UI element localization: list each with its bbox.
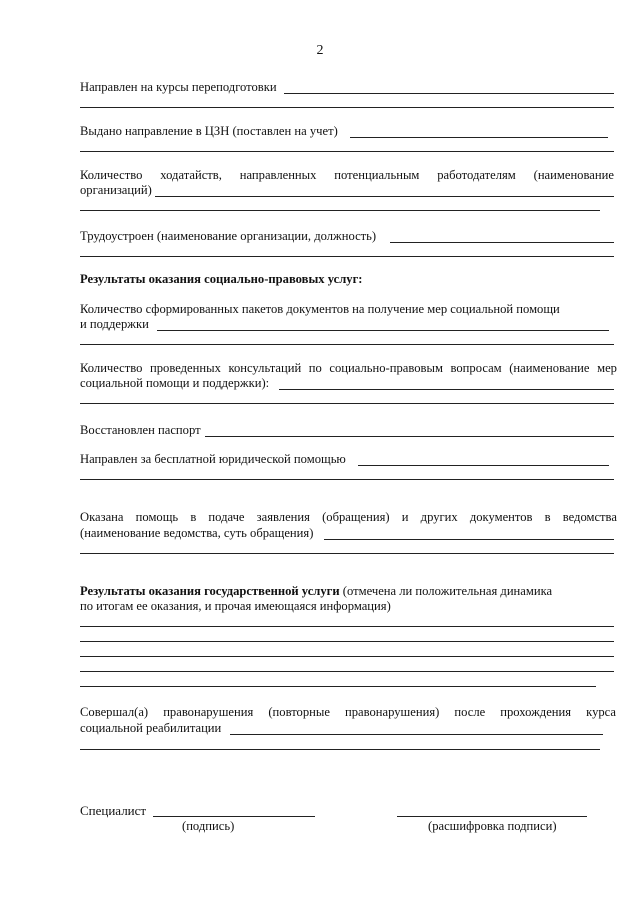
consultations-field[interactable] bbox=[279, 389, 614, 390]
state-service-field-4[interactable] bbox=[80, 671, 614, 672]
legal-aid-field[interactable] bbox=[358, 465, 609, 466]
offense-field-line2[interactable] bbox=[80, 749, 600, 750]
state-service-heading-bold: Результаты оказания государственной услуги bbox=[80, 584, 340, 598]
petitions-field-line2[interactable] bbox=[80, 210, 600, 211]
word: Оказана bbox=[80, 510, 124, 524]
word: (обращения) bbox=[322, 510, 390, 524]
word: заявления bbox=[256, 510, 310, 524]
word: правонарушения bbox=[163, 705, 254, 719]
word: работодателям bbox=[437, 168, 516, 182]
word: документов bbox=[469, 510, 533, 524]
word: направленных bbox=[239, 168, 317, 182]
assistance-field[interactable] bbox=[324, 539, 614, 540]
packages-label-line2: и поддержки bbox=[80, 317, 149, 331]
word: ведомства bbox=[562, 510, 617, 524]
word: помощь bbox=[135, 510, 179, 524]
word: ходатайств, bbox=[160, 168, 222, 182]
consultations-label bbox=[80, 361, 617, 376]
word: мер bbox=[597, 361, 617, 375]
czn-field-line2[interactable] bbox=[80, 151, 614, 152]
passport-label: Восстановлен паспорт bbox=[80, 423, 201, 437]
retraining-field-line2[interactable] bbox=[80, 107, 614, 108]
assistance-label bbox=[80, 510, 617, 525]
legal-aid-label: Направлен за бесплатной юридической помощью bbox=[80, 452, 346, 466]
offense-label-line2: социальной реабилитации bbox=[80, 721, 222, 735]
word: в bbox=[190, 510, 197, 524]
word: по bbox=[308, 361, 322, 375]
word: потенциальным bbox=[334, 168, 420, 182]
offense-field[interactable] bbox=[230, 734, 603, 735]
word: (наименование bbox=[509, 361, 590, 375]
state-service-field-2[interactable] bbox=[80, 641, 614, 642]
state-service-field-5[interactable] bbox=[80, 686, 596, 687]
word: Совершал(а) bbox=[80, 705, 149, 719]
word: Количество bbox=[80, 361, 143, 375]
word: подаче bbox=[208, 510, 245, 524]
page-number: 2 bbox=[316, 43, 324, 58]
passport-field[interactable] bbox=[205, 436, 614, 437]
word: в bbox=[544, 510, 551, 524]
packages-field-line2[interactable] bbox=[80, 344, 614, 345]
signature-caption: (подпись) bbox=[182, 819, 235, 833]
retraining-field[interactable] bbox=[284, 93, 614, 94]
state-service-heading-rest: (отмечена ли положительная динамика bbox=[339, 584, 553, 598]
petitions-field[interactable] bbox=[155, 196, 614, 197]
word: Количество bbox=[80, 168, 143, 182]
word: правонарушения) bbox=[345, 705, 440, 719]
retraining-label: Направлен на курсы переподготовки bbox=[80, 80, 277, 94]
employed-label: Трудоустроен (наименование организации, должность) bbox=[80, 229, 377, 243]
czn-field[interactable] bbox=[350, 137, 608, 138]
offense-label bbox=[80, 705, 616, 720]
word: прохождения bbox=[500, 705, 572, 719]
signature-decode-caption: (расшифровка подписи) bbox=[428, 819, 557, 833]
state-service-line2: по итогам ее оказания, и прочая имеющаяся информация) bbox=[80, 599, 391, 613]
word: вопросам bbox=[450, 361, 502, 375]
consultations-label-line2: социальной помощи и поддержки): bbox=[80, 376, 270, 390]
consultations-field-line2[interactable] bbox=[80, 403, 614, 404]
signature-decode-field[interactable] bbox=[397, 816, 587, 817]
packages-field[interactable] bbox=[157, 330, 609, 331]
specialist-label: Специалист bbox=[80, 803, 147, 818]
word: социально-правовым bbox=[329, 361, 443, 375]
word: консультаций bbox=[228, 361, 302, 375]
word: (наименование bbox=[533, 168, 614, 182]
packages-label: Количество сформированных пакетов документов на получение мер социальной помощи bbox=[80, 302, 560, 316]
employed-field-line2[interactable] bbox=[80, 256, 614, 257]
state-service-field-1[interactable] bbox=[80, 626, 614, 627]
state-service-heading bbox=[80, 584, 552, 599]
petitions-label bbox=[80, 168, 614, 183]
word: курса bbox=[586, 705, 616, 719]
word: (повторные bbox=[268, 705, 330, 719]
word: проведенных bbox=[150, 361, 221, 375]
social-legal-heading: Результаты оказания социально-правовых услуг: bbox=[80, 272, 363, 286]
assistance-label-line2: (наименование ведомства, суть обращения) bbox=[80, 526, 314, 540]
legal-aid-field-line2[interactable] bbox=[80, 479, 614, 480]
word: после bbox=[454, 705, 486, 719]
word: и bbox=[401, 510, 409, 524]
word: других bbox=[420, 510, 458, 524]
assistance-field-line2[interactable] bbox=[80, 553, 614, 554]
czn-label: Выдано направление в ЦЗН (поставлен на учет) bbox=[80, 124, 338, 138]
state-service-field-3[interactable] bbox=[80, 656, 614, 657]
signature-field[interactable] bbox=[153, 816, 315, 817]
petitions-label-line2: организаций) bbox=[80, 183, 152, 197]
employed-field[interactable] bbox=[390, 242, 614, 243]
